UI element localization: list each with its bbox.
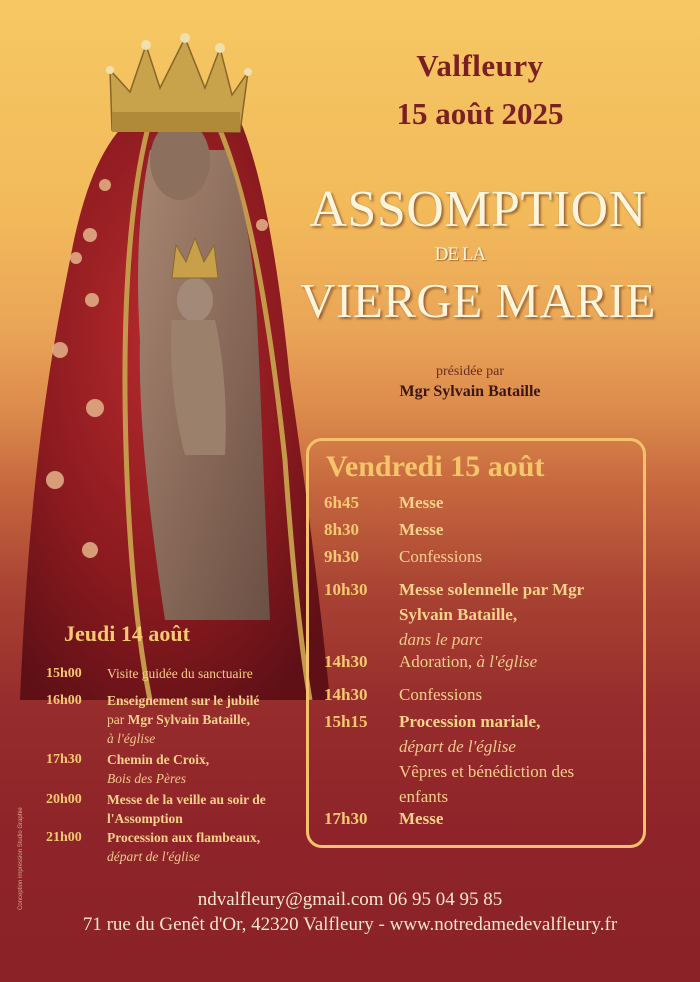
schedule-text-bold: Enseignement sur le jubilé	[107, 693, 260, 708]
schedule-text	[107, 828, 307, 866]
schedule-time: 17h30	[46, 752, 82, 767]
schedule-text-italic: départ de l'église	[107, 849, 200, 864]
schedule-time: 8h30	[324, 520, 359, 539]
print-credit: Conception impression Studio Graphie	[18, 807, 24, 910]
schedule-text: Visite guidée du sanctuaire	[107, 666, 253, 681]
schedule-text-italic: départ de l'église	[399, 737, 516, 756]
schedule-text: Messe	[399, 493, 444, 512]
schedule-text	[399, 709, 639, 759]
contact-email-phone: ndvalfleury@gmail.com 06 95 04 95 85	[197, 889, 503, 910]
schedule-text	[107, 750, 307, 788]
schedule-text-bold: Mgr Sylvain Bataille,	[127, 712, 251, 727]
schedule-text: Vêpres et bénédiction des enfants	[399, 762, 575, 806]
presider-name: Mgr Sylvain Bataille	[399, 383, 541, 400]
schedule-text: Confessions	[399, 685, 483, 704]
schedule-text-italic: à l'église	[476, 652, 538, 671]
schedule-text-bold: Procession aux flambeaux,	[107, 830, 261, 845]
schedule-text-bold: Chemin de Croix,	[107, 752, 210, 767]
schedule-text-italic: à l'église	[107, 731, 156, 746]
presided-by-label: présidée par	[435, 364, 505, 379]
schedule-time: 15h00	[46, 666, 82, 681]
schedule-time: 14h30	[324, 685, 368, 704]
schedule-text-italic: dans le parc	[399, 630, 483, 649]
schedule-text: Confessions	[399, 547, 483, 566]
schedule-text: Messe	[399, 809, 444, 828]
schedule-time: 15h15	[324, 712, 368, 731]
contact-address-website: 71 rue du Genêt d'Or, 42320 Valfleury - www.notredamedevalfleury.fr	[82, 914, 618, 935]
event-date: 15 août 2025	[396, 96, 564, 131]
schedule-time: 9h30	[324, 547, 359, 566]
schedule-time: 17h30	[324, 809, 368, 828]
schedule-time: 14h30	[324, 652, 368, 671]
schedule-text	[107, 691, 307, 748]
schedule-text-plain: Adoration,	[399, 652, 473, 671]
schedule-text-plain: par	[107, 712, 125, 727]
schedule-text	[399, 649, 639, 674]
schedule-time: 20h00	[46, 792, 82, 807]
schedule-text-bold: Messe solennelle par Mgr Sylvain Bataille,	[399, 580, 584, 624]
thursday-heading: Jeudi 14 août	[64, 621, 190, 646]
schedule-time: 6h45	[324, 493, 359, 512]
friday-heading: Vendredi 15 août	[326, 450, 545, 483]
title-line-1: ASSOMPTION	[309, 181, 647, 238]
schedule-time: 10h30	[324, 580, 368, 599]
schedule-text: Messe de la veille au soir de l'Assomption	[107, 792, 266, 826]
schedule-text	[399, 577, 639, 652]
place-heading: Valfleury	[416, 48, 544, 83]
schedule-text: Messe	[399, 520, 444, 539]
title-line-3: VIERGE MARIE	[300, 273, 656, 328]
schedule-text-italic: Bois des Pères	[107, 771, 186, 786]
title-line-2: DE LA	[434, 244, 486, 265]
schedule-text-bold: Procession mariale,	[399, 712, 541, 731]
schedule-time: 21h00	[46, 830, 82, 845]
schedule-time: 16h00	[46, 693, 82, 708]
